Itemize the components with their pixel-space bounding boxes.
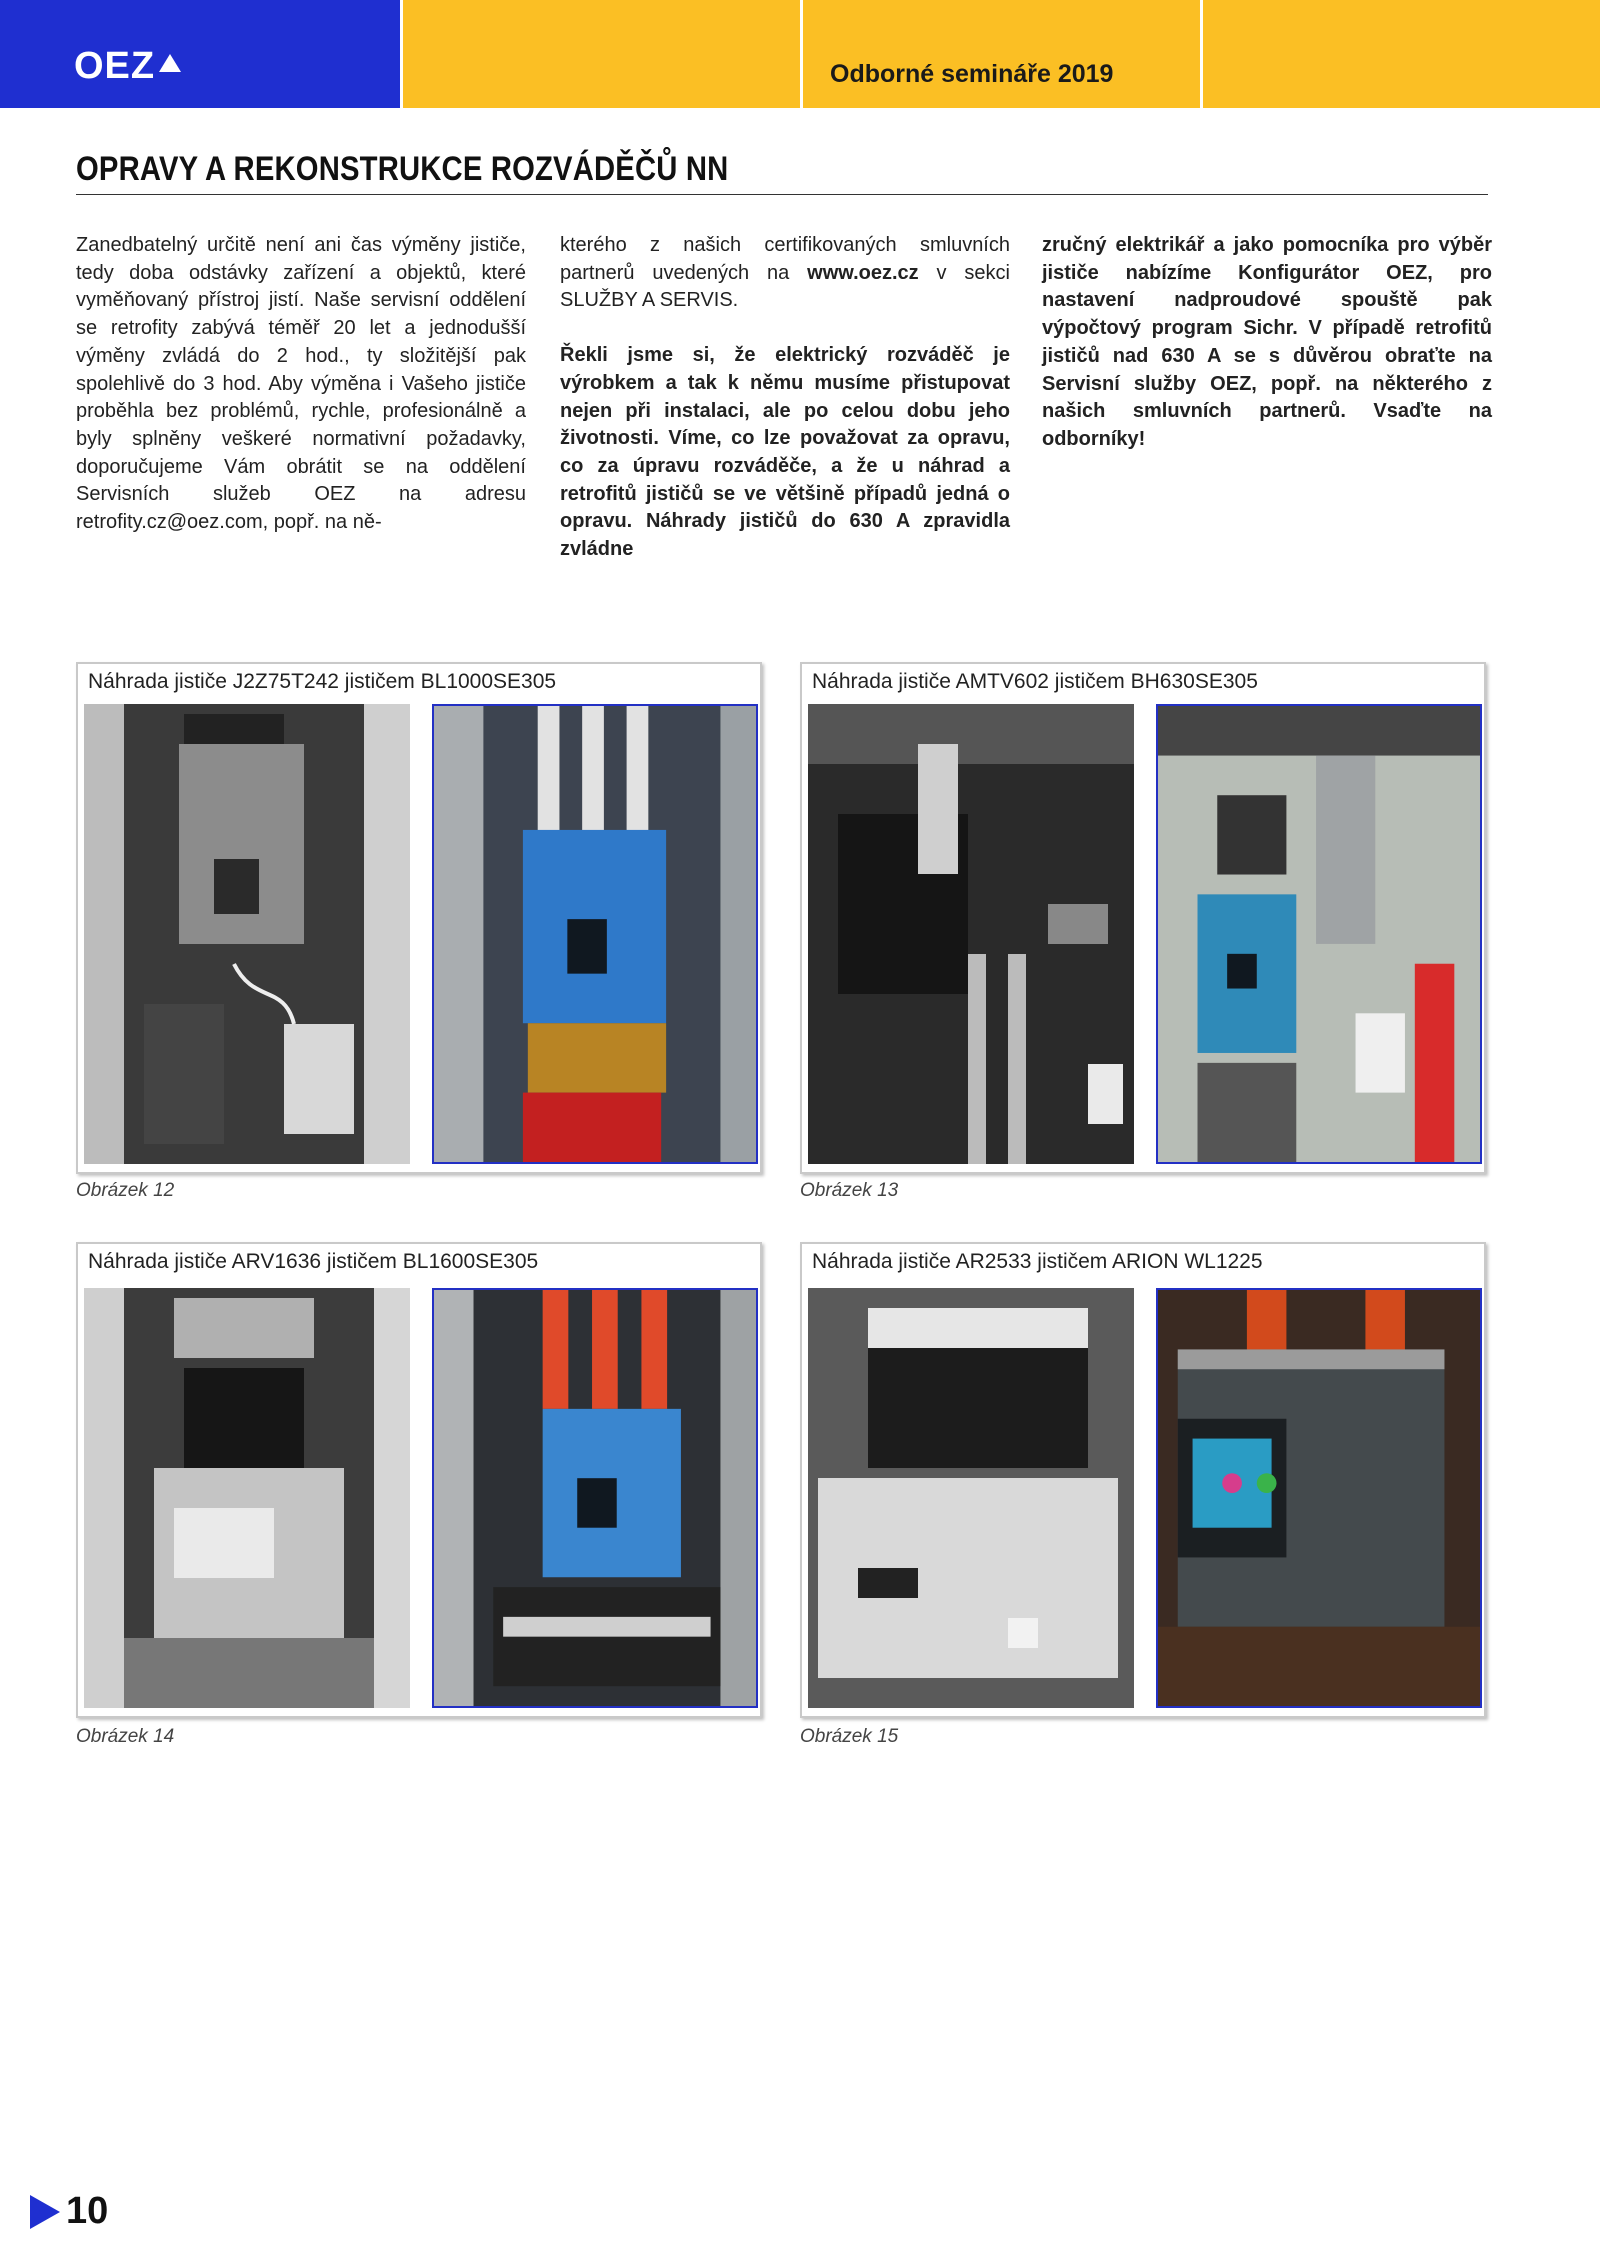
figure-15 (800, 1242, 1486, 1718)
figure-14 (76, 1242, 762, 1718)
page-number-text: 10 (66, 2190, 109, 2232)
photo-new-breaker (1156, 1288, 1482, 1708)
photo-old-breaker (808, 1288, 1134, 1708)
page-arrow-icon (30, 2195, 60, 2229)
text-column-3 (1042, 232, 1492, 481)
figure-caption: Obrázek 14 (76, 1726, 175, 1747)
page-title: OPRAVY A REKONSTRUKCE ROZVÁDĚČŮ NN (76, 150, 729, 188)
figure-title: Náhrada jističe AMTV602 jističem BH630SE305 (812, 670, 1258, 693)
photo-new-breaker (1156, 704, 1482, 1164)
paragraph-text: kterého z našich certifikovaných smluvních partnerů uvedených na (560, 234, 1010, 284)
page-number (30, 2190, 108, 2233)
seminar-title: Odborné semináře 2019 (830, 60, 1114, 88)
figure-13 (800, 662, 1486, 1174)
header-yellow-band (400, 0, 1600, 108)
text-column-1 (76, 232, 526, 564)
header-divider (1200, 0, 1203, 108)
logo-text: OEZ (74, 44, 156, 87)
figure-title: Náhrada jističe ARV1636 jističem BL1600SE305 (88, 1250, 539, 1273)
paragraph (560, 232, 1010, 315)
header-divider (800, 0, 803, 108)
figure-title: Náhrada jističe J2Z75T242 jističem BL1000SE305 (88, 670, 557, 693)
oez-link[interactable]: www.oez.cz (807, 261, 919, 284)
title-rule (76, 194, 1488, 195)
photo-old-breaker (84, 704, 410, 1164)
figure-12 (76, 662, 762, 1174)
photo-old-breaker (84, 1288, 410, 1708)
photo-new-breaker (432, 1288, 758, 1708)
header-divider (400, 0, 403, 108)
paragraph: Zanedbatelný určitě není ani čas výměny jističe, tedy doba odstávky zařízení a objektů, které vyměňovaný přístroj jistí. Naše servisní oddělení se retrofity zabývá téměř 20 let a jednodušší výměny zvládá do 2 hod., ty složitější pak spolehlivě do 3 hod. Aby výměna i Vašeho jističe proběhla bez problémů, rychle, profesionálně a byly splněny veškeré normativní požadavky, doporučujeme Vám obrátit se na oddělení Servisních služeb OEZ na adresu retrofity.cz@oez.com, popř. na ně- (76, 234, 526, 534)
figure-title: Náhrada jističe AR2533 jističem ARION WL1225 (812, 1250, 1263, 1273)
photo-new-breaker (432, 704, 758, 1164)
header-blue-band (0, 0, 400, 108)
logo-triangle-icon (159, 54, 181, 72)
photo-old-breaker (808, 704, 1134, 1164)
paragraph-text: v sekci SLUŽBY A SERVIS. (560, 261, 1010, 312)
text-column-2 (560, 232, 1010, 591)
figure-caption: Obrázek 15 (800, 1726, 899, 1747)
figure-caption: Obrázek 13 (800, 1180, 899, 1201)
figure-caption: Obrázek 12 (76, 1180, 175, 1201)
paragraph: zručný elektrikář a jako pomocníka pro výběr jističe nabízíme Konfigurátor OEZ, pro nastavení nadproudové spouště pak výpočtový program Sichr. V případě retrofitů jističů nad 630 A se s důvěrou obraťte na Servisní služby OEZ, popř. na některého z našich smluvních partnerů. Vsaďte na odborníky! (1042, 234, 1492, 450)
oez-logo (74, 46, 181, 86)
paragraph: Řekli jsme si, že elektrický rozváděč je výrobkem a tak k němu musíme přistupovat nejen při instalaci, ale po celou dobu jeho životnosti. Víme, co lze považovat za opravu, co za úpravu rozváděče, a že u náhrad a retrofitů jističů se ve většině případů jedná o opravu. Náhrady jističů do 630 A zpravidla zvládne (560, 344, 1010, 561)
